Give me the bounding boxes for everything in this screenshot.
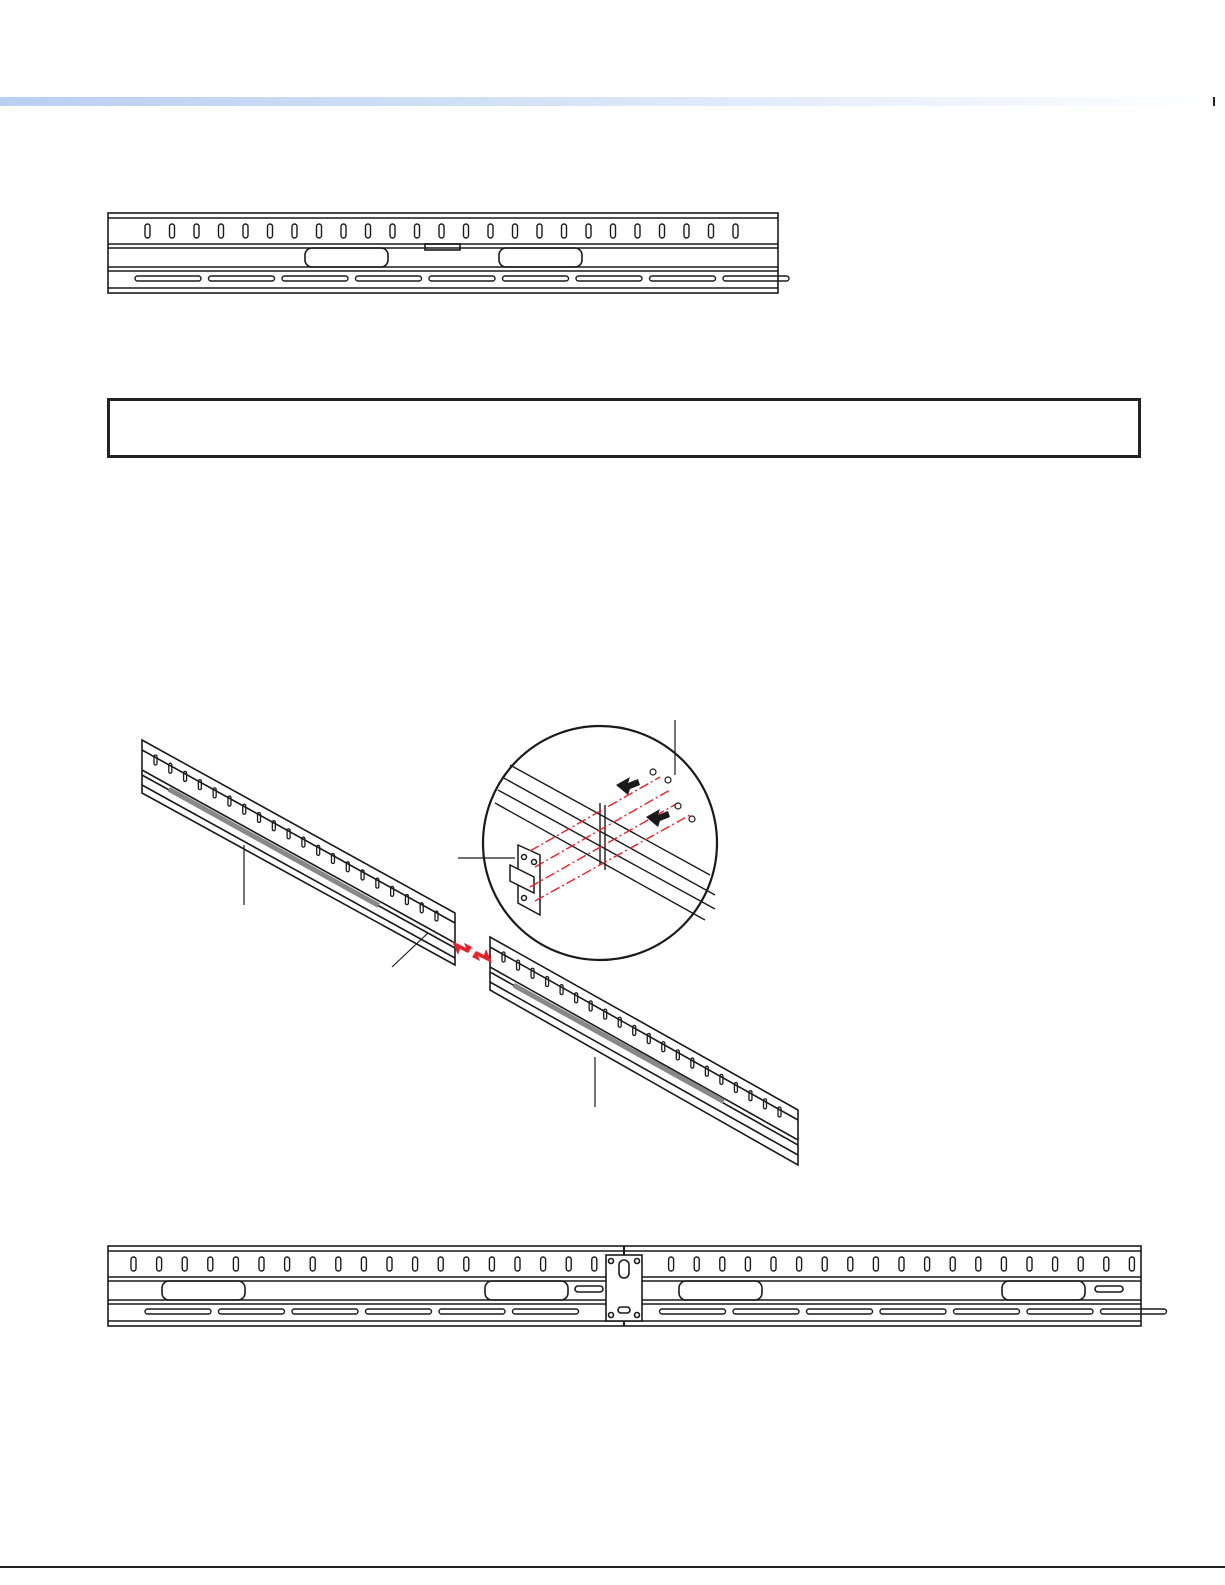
rail-slot bbox=[282, 276, 348, 281]
rail-slot bbox=[415, 224, 420, 238]
rail-slot bbox=[650, 276, 716, 281]
rail-slot bbox=[233, 1257, 238, 1271]
rail-slot bbox=[145, 224, 150, 238]
rail-slot bbox=[976, 1257, 981, 1271]
rail-slot bbox=[537, 224, 542, 238]
rail-slot bbox=[1078, 1257, 1083, 1271]
rail-slot bbox=[880, 1309, 946, 1314]
rail-slot bbox=[513, 1309, 579, 1314]
rail-slot bbox=[317, 224, 322, 238]
rail-slot bbox=[1129, 1257, 1134, 1271]
rail-slot bbox=[135, 276, 201, 281]
rail-slot bbox=[366, 1309, 432, 1314]
rail-slot bbox=[219, 1309, 285, 1314]
rail-slot bbox=[660, 1309, 726, 1314]
rail-slot bbox=[366, 224, 371, 238]
rail-slot bbox=[566, 1257, 571, 1271]
header-band bbox=[0, 97, 1225, 106]
rail-slot bbox=[950, 1257, 955, 1271]
rail-slot bbox=[438, 1257, 443, 1271]
rail-slot bbox=[723, 276, 789, 281]
rail-slot bbox=[1027, 1309, 1093, 1314]
rail-slot bbox=[194, 224, 199, 238]
rail-slot bbox=[733, 224, 738, 238]
rail-slot bbox=[488, 224, 493, 238]
rail-slot bbox=[576, 276, 642, 281]
rail-slot bbox=[285, 1257, 290, 1271]
join-arrows bbox=[452, 941, 492, 963]
note-box bbox=[107, 398, 1141, 458]
rail-slot bbox=[356, 276, 422, 281]
rail-slot bbox=[341, 224, 346, 238]
rail-slot bbox=[503, 276, 569, 281]
rail-slot bbox=[848, 1257, 853, 1271]
rail-slot bbox=[243, 224, 248, 238]
rail-slot bbox=[1027, 1257, 1032, 1271]
rail-slot bbox=[390, 224, 395, 238]
rail-slot bbox=[873, 1257, 878, 1271]
rail-slot bbox=[669, 1257, 674, 1271]
rail-slot bbox=[694, 1257, 699, 1271]
rail-slot bbox=[208, 1257, 213, 1271]
rail-slot bbox=[807, 1309, 873, 1314]
rail-slot bbox=[611, 224, 616, 238]
rail-slot bbox=[413, 1257, 418, 1271]
rail-slot bbox=[170, 224, 175, 238]
rail-slot bbox=[259, 1257, 264, 1271]
joined-rails-figure bbox=[105, 1243, 1145, 1331]
rail-slot bbox=[592, 1257, 597, 1271]
rail-slot bbox=[489, 1257, 494, 1271]
rail-slot bbox=[292, 224, 297, 238]
rail-slot bbox=[771, 1257, 776, 1271]
rail-slot bbox=[660, 224, 665, 238]
rail-slot bbox=[899, 1257, 904, 1271]
rail-slot bbox=[586, 224, 591, 238]
rail-slot bbox=[925, 1257, 930, 1271]
rail-slot bbox=[822, 1257, 827, 1271]
rail-slot bbox=[361, 1257, 366, 1271]
rail-slot bbox=[131, 1257, 136, 1271]
rail-slot bbox=[1104, 1257, 1109, 1271]
right-rail bbox=[490, 937, 798, 1165]
rail-slot bbox=[797, 1257, 802, 1271]
rail-slot bbox=[387, 1257, 392, 1271]
rail-slot bbox=[336, 1257, 341, 1271]
single-rail-figure bbox=[105, 210, 781, 298]
rail-slot bbox=[1001, 1257, 1006, 1271]
rail-slot bbox=[954, 1309, 1020, 1314]
rail-slot bbox=[733, 1309, 799, 1314]
rail-slot bbox=[635, 224, 640, 238]
rail-slot bbox=[209, 276, 275, 281]
rail-slot bbox=[709, 224, 714, 238]
rail-slot bbox=[745, 1257, 750, 1271]
rail-slot bbox=[1053, 1257, 1058, 1271]
rail-slot bbox=[541, 1257, 546, 1271]
rail-slot bbox=[513, 224, 518, 238]
rail-slot bbox=[515, 1257, 520, 1271]
footer-rule bbox=[0, 1566, 1225, 1568]
rail-slot bbox=[1101, 1309, 1167, 1314]
header-tick bbox=[1213, 97, 1215, 106]
rail-slot bbox=[429, 276, 495, 281]
rail-slot bbox=[219, 224, 224, 238]
rail-slot bbox=[464, 224, 469, 238]
rail-slot bbox=[292, 1309, 358, 1314]
rail-slot bbox=[439, 224, 444, 238]
rail-slot bbox=[182, 1257, 187, 1271]
rail-slot bbox=[562, 224, 567, 238]
left-rail bbox=[142, 740, 455, 965]
rail-slot bbox=[439, 1309, 505, 1314]
rail-assembly-figure bbox=[130, 715, 820, 1175]
rail-slot bbox=[157, 1257, 162, 1271]
rail-slot bbox=[464, 1257, 469, 1271]
rail-slot bbox=[310, 1257, 315, 1271]
rail-slot bbox=[145, 1309, 211, 1314]
coupler-plate-front bbox=[606, 1255, 642, 1321]
rail-slot bbox=[684, 224, 689, 238]
rail-slot bbox=[268, 224, 273, 238]
rail-slot bbox=[720, 1257, 725, 1271]
